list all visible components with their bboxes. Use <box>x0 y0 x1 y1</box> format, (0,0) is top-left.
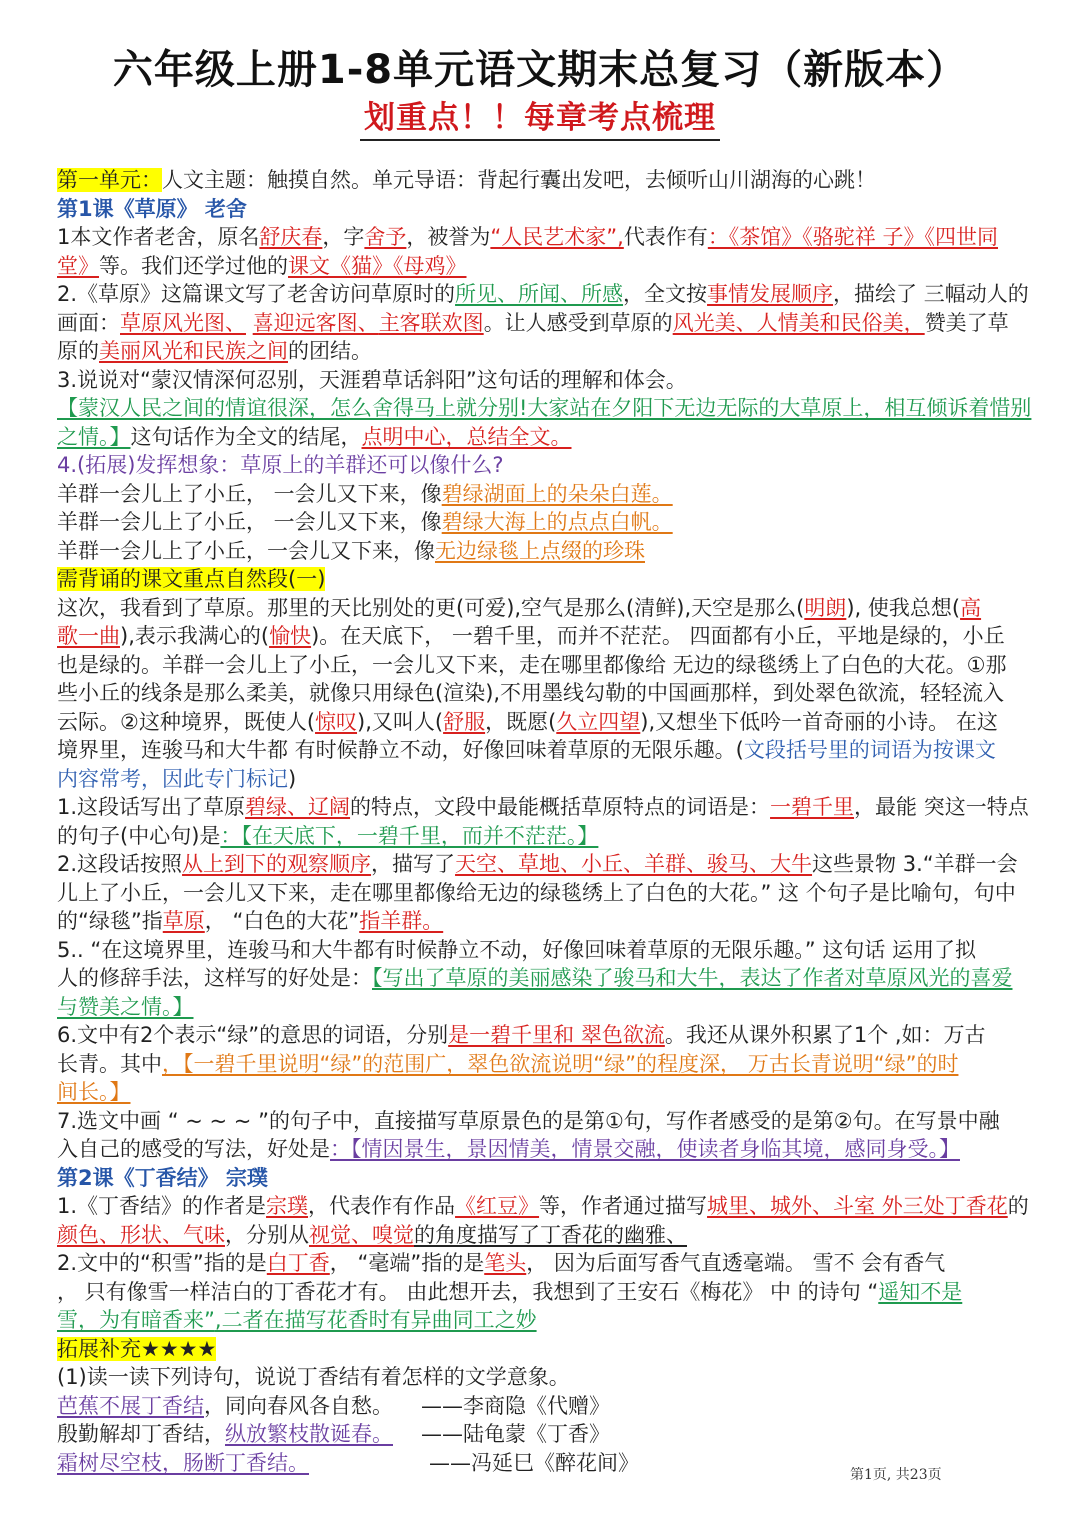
text: ，字 <box>322 225 365 249</box>
answer-places: 城里、城外、斗室 外三处丁香花 <box>707 1194 1008 1218</box>
recite-label-line <box>57 565 1032 594</box>
word-jingtan: 惊叹 <box>315 709 358 734</box>
l1-p1-line2 <box>57 822 1032 851</box>
text: 2.《草原》这篇课文写了老舍访问草原时的 <box>57 282 456 306</box>
text: ，描写了 <box>371 852 456 876</box>
answer-simile2: 碧绿大海上的点点白帆。 <box>441 510 673 534</box>
l1-p2-line2: 儿上了小丘，一会儿又下来，走在哪里都像给无边的绿毯绣上了白色的大花。” 这 个句子是比喻句，句中 <box>57 880 1016 905</box>
l1-q1-line1 <box>57 223 1032 252</box>
text: ， 因为后面写香气直透毫端。 雪不 会有香气 <box>526 1251 946 1275</box>
answer-scenes: 天空、草地、小丘、羊群、骏马、大牛 <box>455 852 813 876</box>
answer-zi: 舍予 <box>364 225 407 249</box>
text: 原的 <box>57 339 99 363</box>
text: ， “白色的大花” <box>204 909 360 933</box>
text: 画面： <box>57 310 120 335</box>
poem-verse-cont: ，同向春风各自愁。 <box>204 1393 393 1418</box>
text: 羊群一会儿上了小丘， 一会儿又下来，像 <box>57 481 442 506</box>
answer-obs-order: 从上到下的观察顺序 <box>182 852 372 876</box>
answer-poem-cont: 雪，为有暗香来” <box>57 1308 215 1332</box>
answer-senses: 视觉、嗅觉 <box>309 1222 414 1247</box>
answer-green-explain-cont: 间长。】 <box>57 1080 131 1104</box>
l1-p5-line3 <box>57 993 1032 1022</box>
text: 的团结。 <box>288 339 372 363</box>
l1-q3-question: 3.说说对“蒙汉情深何忍别，天涯碧草话斜阳”这句话的理解和体会。 <box>57 367 687 392</box>
text: 云际。②这种境界，既使人( <box>57 709 316 734</box>
poem-verse-cont: 纵放繁枝散诞春。 <box>225 1422 393 1446</box>
text: ， “毫端”指的是 <box>329 1251 485 1275</box>
l1-p7-line1: 7.选文中画 “ ~ ~ ~ ”的句子中，直接描写草原景色的是第①句，写作者感受的是第②句。在写景中融 <box>57 1108 1000 1133</box>
answer-benefit: ：【情因景生，景因情美，情景交融，使读者身临其境，感同身受。】 <box>330 1137 960 1161</box>
passage-line5 <box>57 708 1032 737</box>
answer-q3-cont: 之情。】 <box>57 424 131 449</box>
passage-note: 文段括号里的词语为按课文 <box>743 738 996 762</box>
l1-p1-line1 <box>57 793 1032 822</box>
answer-works: ：《茶馆》《骆驼祥 子》《四世同 <box>707 225 998 249</box>
text: 羊群一会儿上了小丘，一会儿又下来，像 <box>57 538 435 563</box>
word-gechang: 歌一曲 <box>57 624 120 648</box>
page-subtitle: 划重点！！每章考点梳理 <box>364 100 716 136</box>
passage-line3: 也是绿的。羊群一会儿上了小丘，一会儿又下来，走在哪里都像给 无边的绿毯绣上了白色的大花。①那 <box>57 652 1007 677</box>
text: 的特点，文段中最能概括草原特点的词语是： <box>350 795 771 819</box>
answer-word: 一碧千里 <box>770 795 855 819</box>
text: ),又想坐下低吟一首奇丽的小诗。 在这 <box>640 709 998 734</box>
answer-pic1: 草原风光图、 <box>120 310 246 335</box>
text: 。让人感受到草原的 <box>483 310 673 335</box>
text: ，分别从 <box>225 1222 309 1247</box>
text: ),又叫人( <box>357 709 444 734</box>
l1-q4-question: 4.(拓展)发挥想象：草原上的羊群还可以像什么? <box>57 453 504 477</box>
answer-simile1: 碧绿湖面上的朵朵白莲。 <box>441 481 673 506</box>
answer-personification-cont: 与赞美之情。】 <box>57 994 194 1019</box>
answer-metaphor2: 指羊群。 <box>359 909 444 933</box>
l1-q1-line2 <box>57 252 1032 281</box>
word-gao: 高 <box>960 595 982 620</box>
answer-pic2: 喜迎远客图、 <box>252 310 379 335</box>
answer-snow: 白丁香 <box>266 1251 330 1275</box>
text: 这些景物 3.“羊群一会 <box>812 852 1018 876</box>
poem-source: ——陆龟蒙《丁香》 <box>421 1422 610 1446</box>
l1-p6-line1 <box>57 1021 1032 1050</box>
answer-author: 宗璞 <box>266 1194 309 1218</box>
l1-p5-line2 <box>57 964 1032 993</box>
l1-q2-line3 <box>57 337 1032 366</box>
l2-q2-line3 <box>57 1306 1032 1335</box>
text: 长青。其中 <box>57 1051 162 1076</box>
passage-line4: 些小丘的线条是那么柔美，就像只用绿色(渲染),不用墨线勾勒的中国画那样，到处翠色欲流，轻轻流入 <box>57 681 1005 705</box>
poem-source: ——李商隐《代赠》 <box>421 1393 610 1418</box>
l1-q4-line1 <box>57 480 1032 509</box>
answer-works-cont: 堂》 <box>57 253 99 278</box>
l1-q2-line1 <box>57 280 1032 309</box>
l1-q2-line2 <box>57 309 1032 338</box>
text: 这次，我看到了草原。那里的天比别处的更(可爱),空气是那么(清鲜),天空是那么( <box>57 595 805 620</box>
word-yukuai: 愉快 <box>269 624 312 648</box>
text: ), 使我总想( <box>846 595 961 620</box>
text: ) <box>288 766 297 791</box>
text: 羊群一会儿上了小丘， 一会儿又下来，像 <box>57 510 442 534</box>
text: 1本文作者老舍，原名 <box>57 225 260 249</box>
answer-compare: ,二者在描写花香时有异曲同工之妙 <box>214 1308 537 1332</box>
text: 的角度描写了丁香花的幽雅、 <box>414 1222 687 1247</box>
passage-line2 <box>57 622 1032 651</box>
unit-intro-line <box>57 166 1032 195</box>
content-body <box>57 166 1032 1477</box>
answer-feature: 碧绿、辽阔 <box>245 795 351 819</box>
answer-q3: 【蒙汉人民之间的情谊很深，怎么舍得马上就分别!大家站在夕阳下无边无际的大草原上，相互倾诉着惜别 <box>57 396 1032 420</box>
answer-beauty: 风光美、人情美和民俗美， <box>672 310 925 335</box>
poem-source: ——冯延巳《醉花间》 <box>429 1450 639 1475</box>
l2-q2-line2 <box>57 1278 1032 1307</box>
passage-line6 <box>57 736 1032 765</box>
answer-green-words: 是一碧千里和 翠色欲流 <box>448 1023 665 1047</box>
text: 的句子(中心句)是 <box>57 823 221 848</box>
text: 6.文中有2个表示“绿”的意思的词语，分别 <box>57 1023 449 1047</box>
text: ，全文按 <box>623 282 708 306</box>
text: ，被誉为 <box>406 225 491 249</box>
answer-sentence: ：【在天底下，一碧千里，而并不茫茫。】 <box>220 823 599 848</box>
text: 境界里，连骏马和大牛都 有时候静立不动，好像回味着草原的无限乐趣。( <box>57 738 744 762</box>
page-number: 第1页, 共23页 <box>850 1467 942 1483</box>
subtitle-underline <box>360 92 720 141</box>
l1-q3-answer-line2 <box>57 423 1032 452</box>
text: 人的修辞手法，这样写的好处是： <box>57 966 372 990</box>
text: ，描绘了 三幅动人的 <box>833 282 1029 306</box>
passage-note-cont: 内容常考，因此专门标记 <box>57 766 288 791</box>
text: 2.这段话按照 <box>57 852 183 876</box>
poem-verse: 殷勤解却丁香结， <box>57 1422 225 1446</box>
passage-line1 <box>57 594 1032 623</box>
text: ),表示我满心的( <box>120 624 270 648</box>
word-minglang: 明朗 <box>804 595 847 620</box>
l1-p7-line2 <box>57 1135 1032 1164</box>
l1-p2-line1 <box>57 850 1032 879</box>
ext-label-line <box>57 1335 1032 1364</box>
poem-line-1 <box>57 1392 1032 1421</box>
answer-simile3: 无边绿毯上点缀的珍珠 <box>435 538 645 563</box>
answer-texts: 课文《猫》《母鸡》 <box>288 253 467 278</box>
answer-metaphor1: 草原 <box>162 909 205 933</box>
poem-verse: 芭蕉不展丁香结 <box>57 1393 204 1418</box>
l2-q1-line2 <box>57 1221 1032 1250</box>
poem-line-2 <box>57 1420 1032 1449</box>
text: 入自己的感受的写法，好处是 <box>57 1137 330 1161</box>
answer-pic3: 主客联欢图 <box>378 310 484 335</box>
word-shufu: 舒服 <box>443 709 486 734</box>
text: 的 <box>1007 1194 1029 1218</box>
text: 的“绿毯”指 <box>57 909 163 933</box>
answer-unity: 美丽风光和民族之间 <box>99 339 288 363</box>
text: 2.文中的“积雪”指的是 <box>57 1251 267 1275</box>
l1-p5-line1: 5.. “在这境界里，连骏马和大牛都有时候静立不动，好像回味着草原的无限乐趣。” 这句话 运用了拟 <box>57 937 976 962</box>
poem-verse: 霜树尽空枝，肠断丁香结。 <box>57 1450 309 1475</box>
text: 等，作者通过描写 <box>539 1194 708 1218</box>
answer-point: 点明中心，总结全文。 <box>361 424 572 449</box>
text: 。我还从课外积累了1个 ,如：万古 <box>664 1023 986 1047</box>
text: 赞美了草 <box>924 310 1009 335</box>
text: ，代表作有作品 <box>308 1194 456 1218</box>
l1-p2-line3 <box>57 907 1032 936</box>
recite-label: 需背诵的课文重点自然段(一) <box>57 567 326 591</box>
text: 1.《丁香结》的作者是 <box>57 1194 267 1218</box>
text: ，既愿( <box>485 709 557 734</box>
text: 代表作有 <box>623 225 708 249</box>
unit-theme: 人文主题：触摸自然。单元导语：背起行囊出发吧，去倾听山川湖海的心跳！ <box>162 168 876 192</box>
text: ，最能 突这一特点 <box>854 795 1029 819</box>
l1-q3-answer-line1 <box>57 394 1032 423</box>
page-title: 六年级上册1-8单元语文期末总复习（新版本） <box>112 47 968 93</box>
answer-green-explain: ，【一碧千里说明“绿”的范围广，翠色欲流说明“绿”的程度深， 万古长青说明“绿”的时 <box>162 1051 959 1076</box>
answer-personification: 【写出了草原的美丽感染了骏马和大牛，表达了作者对草原风光的喜爱 <box>372 966 1013 990</box>
answer-name: 舒庆春 <box>259 225 323 249</box>
answer-seen: 所见、所闻、所感 <box>455 282 624 306</box>
lesson1-heading: 第1课《草原》 老舍 <box>57 196 247 221</box>
l1-q4-line3 <box>57 537 1032 566</box>
passage-line7 <box>57 765 1032 794</box>
l2-q2-line1 <box>57 1249 1032 1278</box>
l1-p6-line2 <box>57 1050 1032 1079</box>
answer-work: 《红豆》 <box>455 1194 540 1218</box>
answer-tip: 笔头 <box>484 1251 527 1275</box>
text: ， 只有像雪一样洁白的丁香花才有。 由此想开去，我想到了王安石《梅花》 中 的诗句 “ <box>57 1279 879 1304</box>
text: )。在天底下， 一碧千里，而并不茫茫。 四面都有小丘，平地是绿的，小丘 <box>311 624 1005 648</box>
answer-title: “人民艺术家”, <box>490 225 624 249</box>
answer-poem: 遥知不是 <box>878 1279 963 1304</box>
answer-order: 事情发展顺序 <box>707 282 834 306</box>
l2-q1-line1 <box>57 1192 1032 1221</box>
answer-aspects: 颜色、形状、气味 <box>57 1222 225 1247</box>
text: 1.这段话写出了草原 <box>57 795 246 819</box>
word-jiuli: 久立四望 <box>556 709 641 734</box>
unit-label: 第一单元： <box>57 168 162 192</box>
text: 等。我们还学过他的 <box>99 253 288 278</box>
l1-p6-line3 <box>57 1078 1032 1107</box>
ext-question: (1)读一读下列诗句，说说丁香结有着怎样的文学意象。 <box>57 1365 570 1389</box>
lesson2-heading: 第2课《丁香结》 宗璞 <box>57 1165 268 1190</box>
text: 这句话作为全文的结尾， <box>130 424 362 449</box>
l1-q4-line2 <box>57 508 1032 537</box>
ext-label: 拓展补充★★★★ <box>57 1336 217 1361</box>
